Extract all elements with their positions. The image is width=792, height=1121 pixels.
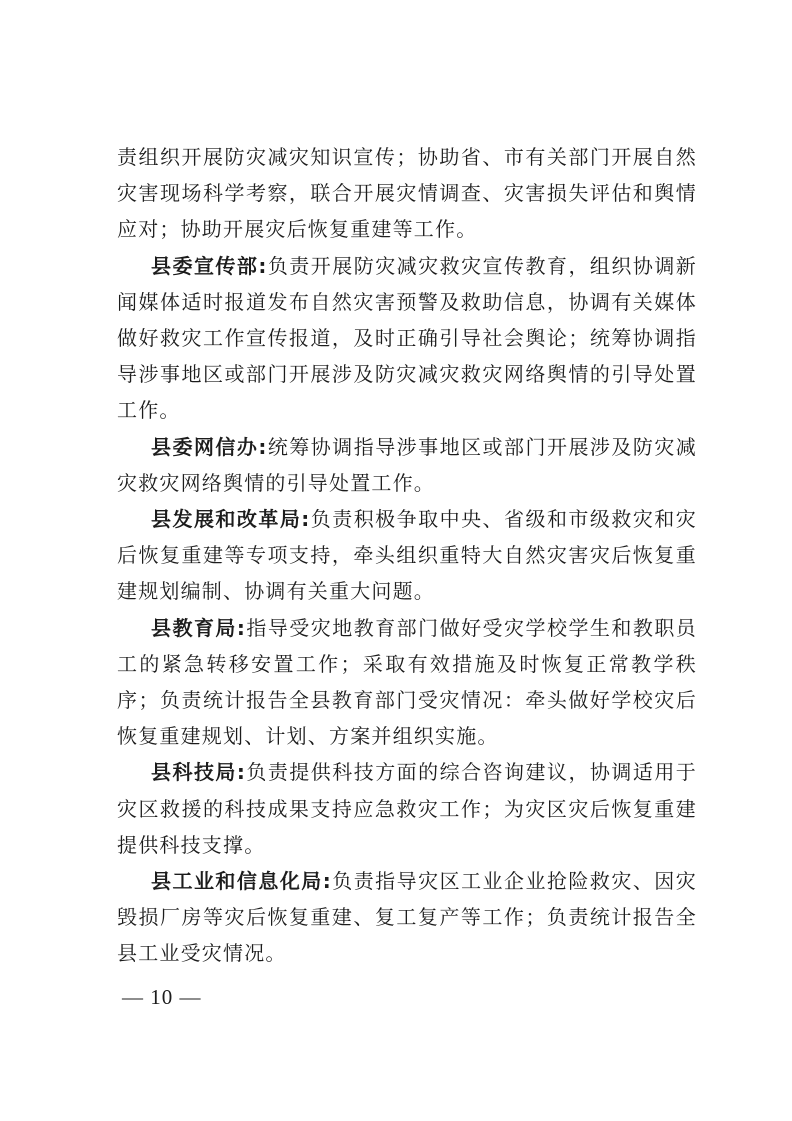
dept-duty-text: 指导受灾地教育部门做好受灾学校学生和教职员工的紧急转移安置工作；采取有效措施及时恢复正常教学秩序；负责统计报告全县教育部门受灾情况：牵头做好学校灾后恢复重建规划、计划、方案并组织实施。 <box>117 615 698 749</box>
dept-duty-text: 负责提供科技方面的综合咨询建议，协调适用于灾区救援的科技成果支持应急救灾工作；为灾区灾后恢复重建提供科技支撑。 <box>117 760 698 857</box>
page-number: — 10 — <box>122 985 202 1009</box>
dept-heading: 县科技局: <box>151 760 247 785</box>
dept-duty-text: 负责开展防灾减灾救灾宣传教育，组织协调新闻媒体适时报道发布自然灾害预警及救助信息，协调有关媒体做好救灾工作宣传报道，及时正确引导社会舆论；统筹协调指导涉事地区或部门开展涉及防灾减灾救灾网络舆情的引导处置工作。 <box>117 253 697 423</box>
continuation-paragraph: 责组织开展防灾减灾知识宣传；协助省、市有关部门开展自然灾害现场科学考察，联合开展灾情调查、灾害损失评估和舆情应对；协助开展灾后恢复重建等工作。 <box>117 145 697 242</box>
dept-duty-text: 统筹协调指导涉事地区或部门开展涉及防灾减灾救灾网络舆情的引导处置工作。 <box>117 434 697 495</box>
section-education <box>117 610 697 755</box>
section-development-reform <box>117 501 697 610</box>
body-text <box>117 139 697 972</box>
dept-heading: 县发展和改革局: <box>151 507 311 532</box>
section-cyberspace <box>117 429 697 501</box>
dept-heading: 县委网信办: <box>151 434 268 459</box>
dept-duty-text: 负责指导灾区工业企业抢险救灾、因灾毁损厂房等灾后恢复重建、复工复产等工作；负责统计报告全县工业受灾情况。 <box>117 869 697 966</box>
dept-heading: 县委宣传部: <box>151 253 268 278</box>
section-propaganda <box>117 248 697 429</box>
dept-duty-text: 负责积极争取中央、省级和市级救灾和灾后恢复重建等专项支持，牵头组织重特大自然灾害灾后恢复重建规划编制、协调有关重大问题。 <box>117 507 697 604</box>
dept-heading: 县教育局: <box>151 615 247 640</box>
section-science-tech <box>117 754 697 863</box>
dept-heading: 县工业和信息化局: <box>151 869 332 894</box>
section-industry-it <box>117 863 697 972</box>
